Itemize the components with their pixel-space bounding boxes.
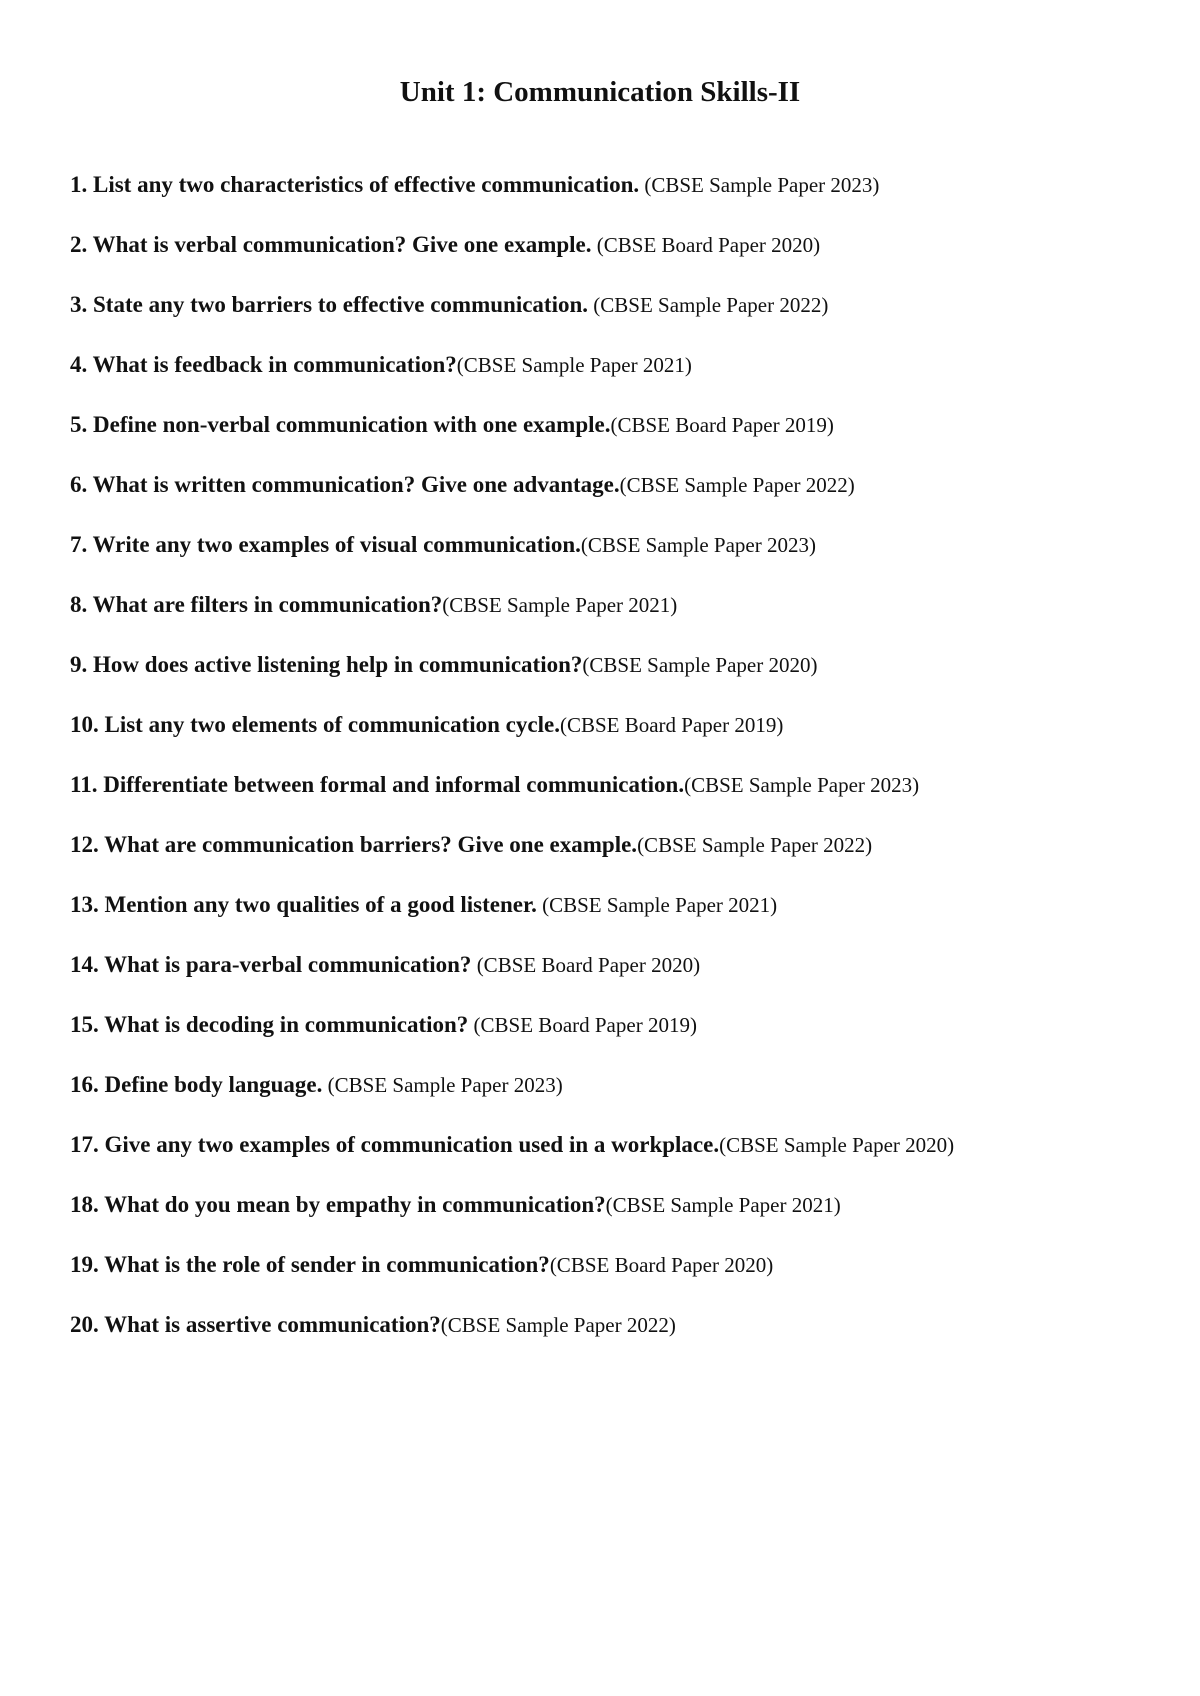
question-item [70,1005,1170,1065]
question-source: (CBSE Sample Paper 2022) [440,1313,676,1337]
question-text: 14. What is para-verbal communication? [70,952,472,977]
question-source: (CBSE Board Paper 2019) [468,1013,697,1037]
question-item [70,585,1170,645]
question-text: 3. State any two barriers to effective communication. [70,292,589,317]
question-text: 8. What are filters in communication? [70,592,443,617]
question-text: 5. Define non-verbal communication with one example. [70,412,611,437]
question-text: 17. Give any two examples of communication used in a workplace. [70,1132,720,1157]
question-item [70,165,1170,225]
question-item [70,1185,1170,1245]
question-list [70,165,1170,1365]
question-item [70,345,1170,405]
question-source: (CBSE Sample Paper 2023) [639,173,880,197]
question-source: (CBSE Sample Paper 2021) [605,1193,841,1217]
question-item [70,825,1170,885]
question-text: 7. Write any two examples of visual communication. [70,532,581,557]
question-text: 19. What is the role of sender in communication? [70,1252,550,1277]
question-source: (CBSE Sample Paper 2023) [580,533,816,557]
question-item [70,465,1170,525]
question-source: (CBSE Sample Paper 2022) [637,833,873,857]
question-text: 4. What is feedback in communication? [70,352,457,377]
question-text: 1. List any two characteristics of effective communication. [70,172,640,197]
question-item [70,1065,1170,1125]
question-text: 20. What is assertive communication? [70,1312,441,1337]
question-source: (CBSE Sample Paper 2023) [322,1073,563,1097]
question-item [70,1245,1170,1305]
question-source: (CBSE Board Paper 2020) [471,953,701,977]
question-item [70,645,1170,705]
question-text: 18. What do you mean by empathy in communication? [70,1192,606,1217]
question-text: 10. List any two elements of communication cycle. [70,712,560,737]
question-source: (CBSE Board Paper 2020) [549,1253,774,1277]
question-item [70,225,1170,285]
question-text: 16. Define body language. [70,1072,323,1097]
question-item [70,1125,1170,1185]
question-text: 13. Mention any two qualities of a good listener. [70,892,537,917]
question-source: (CBSE Sample Paper 2023) [684,773,920,797]
question-item [70,1305,1170,1365]
page-title: Unit 1: Communication Skills-II [399,76,801,108]
question-source: (CBSE Board Paper 2019) [559,713,784,737]
question-text: 2. What is verbal communication? Give one example. [70,232,592,257]
question-item [70,885,1170,945]
question-text: 6. What is written communication? Give one advantage. [70,472,620,497]
question-source: (CBSE Sample Paper 2021) [536,893,778,917]
question-source: (CBSE Board Paper 2019) [610,413,834,437]
question-item [70,765,1170,825]
question-source: (CBSE Sample Paper 2020) [719,1133,955,1157]
question-text: 11. Differentiate between formal and informal communication. [70,772,685,797]
question-text: 15. What is decoding in communication? [70,1012,469,1037]
question-source: (CBSE Sample Paper 2020) [582,653,818,677]
question-item [70,405,1170,465]
question-text: 9. How does active listening help in communication? [70,652,583,677]
question-item [70,705,1170,765]
question-text: 12. What are communication barriers? Give one example. [70,832,638,857]
question-source: (CBSE Sample Paper 2022) [619,473,855,497]
question-item [70,525,1170,585]
question-source: (CBSE Sample Paper 2022) [588,293,829,317]
question-item [70,285,1170,345]
question-item [70,945,1170,1005]
question-source: (CBSE Sample Paper 2021) [442,593,678,617]
question-source: (CBSE Sample Paper 2021) [456,353,692,377]
question-source: (CBSE Board Paper 2020) [591,233,821,257]
